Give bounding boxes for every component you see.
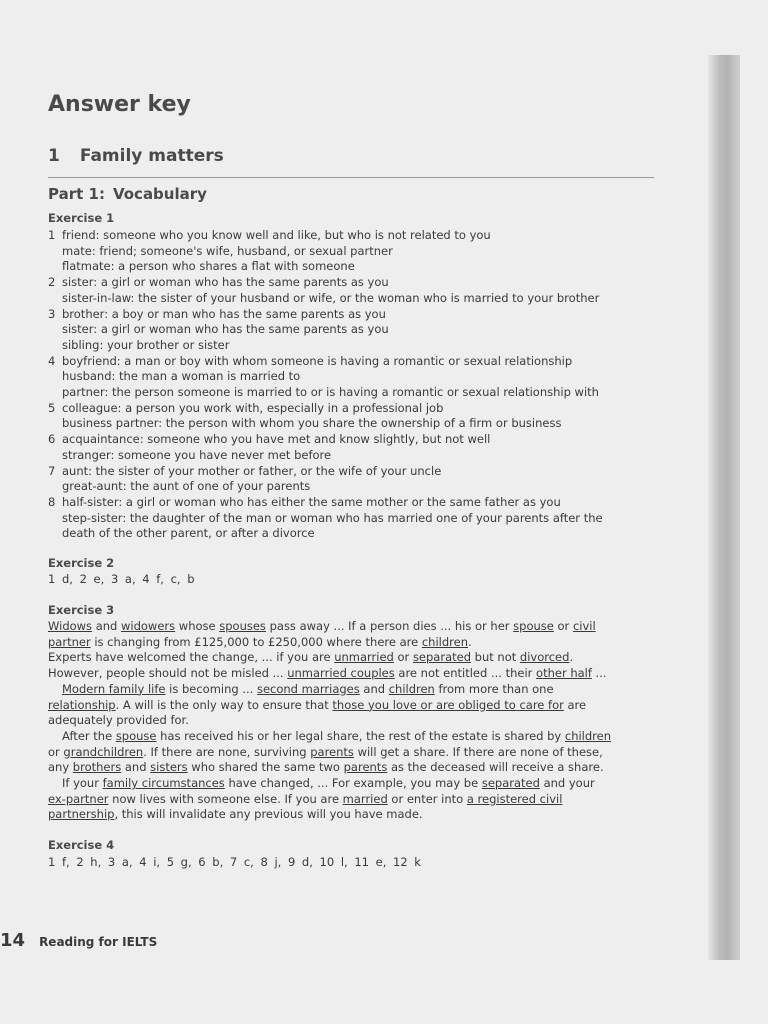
passage-text: pass away ... If a person dies ... his or her	[265, 619, 514, 633]
passage-line	[48, 713, 648, 729]
item-number: 8	[48, 494, 56, 509]
definition-line: sister: a girl or woman who has the same parents as you	[62, 275, 389, 290]
definition-line: husband: the man a woman is married to	[62, 369, 301, 384]
passage-line	[48, 666, 648, 682]
exercise-1-item	[48, 401, 668, 432]
underlined-answer: separated	[481, 776, 540, 791]
passage-text: Experts have welcomed the change, ... if you are	[48, 650, 335, 665]
exercise-2-heading: Exercise 2	[48, 556, 115, 570]
underlined-answer: sisters	[150, 760, 188, 775]
passage-text: .	[569, 650, 574, 665]
passage-line	[48, 650, 648, 666]
page-number: 14	[0, 930, 26, 951]
definition-line: mate: friend; someone's wife, husband, or sexual partner	[62, 243, 393, 258]
passage-text: and	[359, 681, 389, 696]
definition-line: stranger: someone you have never met before	[62, 447, 332, 462]
exercise-1-item	[48, 275, 668, 306]
passage-text: and	[92, 619, 121, 633]
passage-text: has received his or her legal share, the rest of the estate is shared by	[156, 728, 565, 743]
passage-text: ...	[591, 666, 607, 681]
definition-line: death of the other parent, or after a divorce	[62, 526, 315, 541]
item-number: 6	[48, 432, 56, 447]
part-label: Part 1:	[48, 185, 105, 203]
passage-text: adequately provided for.	[48, 713, 189, 728]
underlined-answer: other half	[536, 666, 592, 681]
item-number: 7	[48, 463, 56, 478]
passage-line	[48, 682, 648, 698]
underlined-answer: ex-partner	[48, 791, 109, 806]
underlined-answer: partnership	[48, 807, 115, 822]
page-footer	[0, 930, 157, 951]
underlined-answer: divorced	[519, 650, 570, 665]
exercise-2-answers: 1 d, 2 e, 3 a, 4 f, c, b	[48, 572, 195, 586]
item-definitions	[62, 228, 668, 275]
passage-line	[48, 776, 648, 792]
item-definitions	[62, 432, 668, 463]
passage-line	[48, 792, 648, 808]
underlined-answer: married	[342, 791, 388, 806]
passage-text: as the deceased will receive a share.	[387, 760, 604, 775]
underlined-answer: family circumstances	[102, 776, 225, 791]
definition-line: step-sister: the daughter of the man or woman who has married one of your parents after the	[62, 510, 603, 525]
underlined-answer: second marriages	[256, 681, 360, 696]
passage-text: .	[468, 634, 472, 649]
part-heading	[48, 185, 207, 203]
underlined-answer: children	[388, 681, 435, 696]
exercise-1-list	[48, 228, 668, 542]
definition-line: friend: someone who you know well and like, but who is not related to you	[62, 228, 491, 242]
passage-text: and	[121, 760, 151, 775]
passage-text: have changed, ... For example, you may be	[224, 776, 482, 791]
underlined-answer: children	[421, 634, 468, 649]
underlined-answer: parents	[310, 744, 354, 759]
passage-text: now lives with someone else. If you are	[108, 791, 343, 806]
passage-text: However, people should not be misled ...	[48, 666, 288, 681]
exercise-1-item	[48, 464, 668, 495]
exercise-3-text	[48, 619, 648, 823]
definition-line: partner: the person someone is married to or is having a romantic or sexual relationship with	[62, 385, 599, 400]
underlined-answer: civil	[572, 619, 596, 633]
exercise-1-item	[48, 432, 668, 463]
underlined-answer: spouse	[115, 728, 157, 743]
item-number: 4	[48, 353, 56, 368]
passage-text: and your	[539, 776, 595, 791]
underlined-answer: separated	[412, 650, 472, 665]
item-definitions	[62, 354, 668, 401]
passage-line	[48, 745, 648, 761]
definition-line: business partner: the person with whom you share the ownership of a firm or business	[62, 416, 562, 431]
underlined-answer: spouse	[513, 619, 554, 633]
definition-line: sibling: your brother or sister	[62, 337, 230, 352]
underlined-answer: spouses	[219, 619, 266, 633]
item-number: 2	[48, 275, 56, 290]
item-number: 3	[48, 306, 56, 321]
underlined-answer: grandchildren	[63, 744, 144, 759]
passage-line	[48, 807, 648, 823]
passage-line	[48, 760, 648, 776]
underlined-answer: relationship	[48, 697, 116, 712]
passage-text: , this will invalidate any previous will you have made.	[114, 807, 423, 822]
definition-line: acquaintance: someone who you have met and know slightly, but not well	[62, 432, 491, 447]
passage-text: will get a share. If there are none of these,	[353, 744, 603, 759]
definition-line: boyfriend: a man or boy with whom someone is having a romantic or sexual relationship	[62, 353, 573, 368]
definition-line: flatmate: a person who shares a flat with someone	[62, 259, 355, 274]
item-definitions	[62, 464, 668, 495]
passage-text: are	[563, 697, 587, 712]
unit-number: 1	[48, 146, 60, 166]
book-title: Reading for IELTS	[39, 935, 158, 949]
passage-text: or	[393, 650, 413, 665]
passage-text: are not entitled ... their	[394, 666, 537, 681]
passage-text: who shared the same two	[187, 760, 344, 775]
item-definitions	[62, 401, 668, 432]
underlined-answer: parents	[343, 760, 388, 775]
passage-text: . A will is the only way to ensure that	[115, 697, 333, 712]
underlined-answer: unmarried couples	[287, 666, 395, 681]
exercise-1-item	[48, 354, 668, 401]
exercise-4-heading: Exercise 4	[48, 838, 115, 852]
passage-line	[48, 635, 648, 651]
exercise-1-item	[48, 495, 668, 542]
item-definitions	[62, 307, 668, 354]
underlined-answer: Widows	[48, 619, 93, 633]
underlined-answer: children	[564, 728, 612, 743]
heading-divider	[48, 177, 654, 178]
underlined-answer: widowers	[121, 619, 176, 633]
passage-line	[48, 698, 648, 714]
passage-text: but not	[471, 650, 520, 665]
underlined-answer: a registered civil	[466, 791, 563, 806]
part-title: Vocabulary	[112, 185, 207, 203]
underlined-answer: Modern family life	[62, 681, 166, 696]
underlined-answer: unmarried	[334, 650, 394, 665]
passage-text: any	[48, 760, 73, 775]
definition-line: great-aunt: the aunt of one of your parents	[62, 479, 311, 494]
underlined-answer: those you love or are obliged to care for	[332, 697, 564, 712]
page-title: Answer key	[48, 92, 191, 117]
exercise-3-heading: Exercise 3	[48, 603, 115, 617]
passage-text: is becoming ...	[165, 681, 257, 696]
passage-text: . If there are none, surviving	[143, 744, 311, 759]
passage-text: or	[553, 619, 573, 633]
definition-line: colleague: a person you work with, especially in a professional job	[62, 400, 444, 415]
passage-text: whose	[175, 619, 220, 633]
definition-line: aunt: the sister of your mother or father, or the wife of your uncle	[62, 463, 442, 478]
passage-text: or	[48, 744, 64, 759]
passage-text: from more than one	[434, 681, 554, 696]
definition-line: sister-in-law: the sister of your husband or wife, or the woman who is married to your brother	[62, 290, 600, 305]
unit-title: Family matters	[79, 146, 224, 166]
item-number: 5	[48, 400, 56, 415]
definition-line: sister: a girl or woman who has the same parents as you	[62, 322, 389, 337]
underlined-answer: brothers	[72, 760, 122, 775]
exercise-1-item	[48, 307, 668, 354]
exercise-4-answers: 1 f, 2 h, 3 a, 4 i, 5 g, 6 b, 7 c, 8 j, 9 d, 10 l, 11 e, 12 k	[48, 855, 421, 869]
passage-line	[48, 619, 648, 635]
passage-text: is changing from £125,000 to £250,000 where there are	[90, 634, 422, 649]
item-definitions	[62, 275, 668, 306]
exercise-1-item	[48, 228, 668, 275]
passage-text: or enter into	[387, 791, 467, 806]
item-number: 1	[48, 228, 56, 242]
book-spine-shadow	[708, 55, 740, 960]
exercise-1-heading: Exercise 1	[48, 211, 115, 225]
definition-line: half-sister: a girl or woman who has either the same mother or the same father as you	[62, 494, 561, 509]
unit-heading	[48, 146, 224, 166]
passage-text: If your	[62, 776, 103, 791]
definition-line: brother: a boy or man who has the same parents as you	[62, 306, 386, 321]
passage-line	[48, 729, 648, 745]
underlined-answer: partner	[48, 634, 91, 649]
item-definitions	[62, 495, 668, 542]
passage-text: After the	[62, 728, 116, 743]
